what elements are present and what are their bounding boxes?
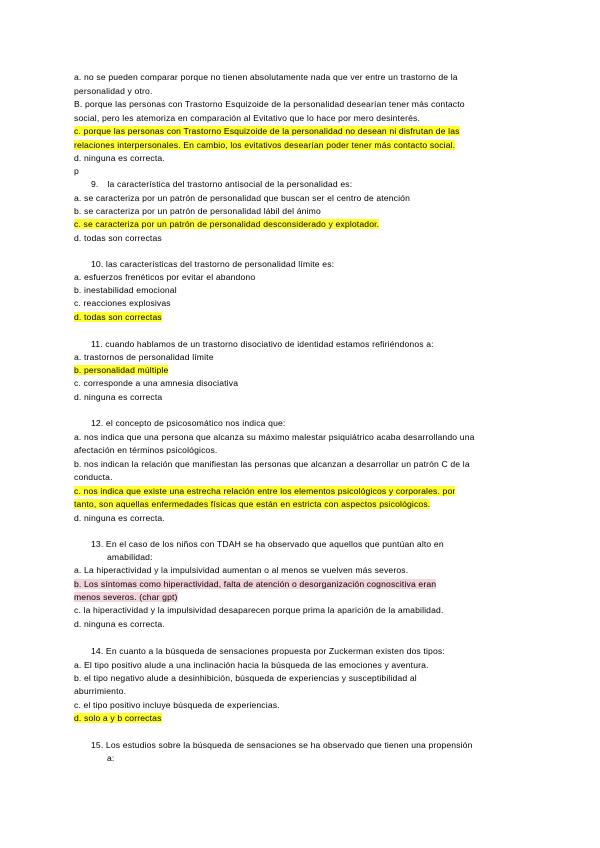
q9-option-c-highlighted: c. se caracteriza por un patrón de personalidad desconsiderado y explotador. (74, 219, 380, 229)
option-d: d. ninguna es correcta. (74, 153, 165, 163)
option-b-line1: B. porque las personas con Trastorno Esquizoide de la personalidad desearían tener más contacto (74, 99, 465, 109)
q13-option-c: c. la hiperactividad y la impulsividad desaparecen porque prima la aparición de la amabilidad. (74, 605, 444, 615)
q9-option-d: d. todas son correctas (74, 233, 162, 243)
q9-option-b: b. se caracteriza por un patrón de personalidad lábil del ánimo (74, 206, 321, 216)
q11-option-b-highlighted: b. personalidad múltiple (74, 365, 169, 375)
q12-option-c-line2-highlighted: tanto, son aquellas enfermedades físicas que están en estricta con aspectos psicológicos. (74, 499, 431, 509)
q12-option-b-line2: conducta. (74, 472, 113, 482)
q11-option-c: c. corresponde a una amnesia disociativa (74, 378, 239, 388)
option-a-line1: a. no se pueden comparar porque no tienen absolutamente nada que ver entre un trastorno de la (74, 72, 458, 82)
q11-option-d: d. ninguna es correcta (74, 392, 163, 402)
question-13-title-line1: 13. En el caso de los niños con TDAH se ha observado que aquellos que puntúan alto en (91, 539, 444, 549)
option-c-line2-highlighted: relaciones interpersonales. En cambio, los evitativos desearían poder tener más contacto social. (74, 140, 456, 150)
q9-option-a: a. se caracteriza por un patrón de personalidad que buscan ser el centro de atención (74, 193, 411, 203)
question-12-title: 12. el concepto de psicosomático nos indica que: (91, 418, 286, 428)
q10-option-a: a. esfuerzos frenéticos por evitar el abandono (74, 272, 256, 282)
q13-option-a: a. La hiperactividad y la impulsividad aumentan o al menos se vuelven más severos. (74, 565, 409, 575)
q13-option-b-line1-highlighted: b. Los síntomas como hiperactividad, falta de atención o desorganización cognoscitiva eran (74, 579, 437, 589)
q10-option-d-highlighted: d. todas son correctas (74, 312, 162, 322)
q11-option-a: a. trastornos de personalidad límite (74, 352, 214, 362)
q14-option-b-line1: b. el tipo negativo alude a desinhibición, búsqueda de experiencias y susceptibilidad al (74, 673, 417, 683)
q12-option-d: d. ninguna es correcta. (74, 513, 165, 523)
q14-option-a: a. El tipo positivo alude a una inclinación hacia la búsqueda de las emociones y aventura. (74, 660, 429, 670)
option-c-line1-highlighted: c. porque las personas con Trastorno Esquizoide de la personalidad no desean ni disfrutan de las (74, 126, 460, 136)
q13-option-d: d. ninguna es correcta. (74, 619, 165, 629)
question-11-title: 11. cuando hablamos de un trastorno disociativo de identidad estamos refiriéndonos a: (91, 339, 434, 349)
question-13-title-line2: amabilidad: (107, 552, 153, 562)
question-15-title-line1: 15. Los estudios sobre la búsqueda de sensaciones se ha observado que tienen una propensión (91, 740, 473, 750)
stray-letter: p (74, 166, 79, 176)
q14-option-b-line2: aburrimiento. (74, 686, 127, 696)
q12-option-b-line1: b. nos indican la relación que manifiestan las personas que alcanzan a desarrollar un patrón C de la (74, 459, 470, 469)
q14-option-c: c. el tipo positivo incluye búsqueda de experiencias. (74, 700, 280, 710)
q13-option-b-line2-highlighted: menos severos. (char gpt) (74, 592, 178, 602)
q12-option-c-line1-highlighted: c. nos indica que existe una estrecha relación entre los elementos psicológicos y corporales. por (74, 486, 456, 496)
q10-option-c: c. reacciones explosivas (74, 298, 171, 308)
option-b-line2: social, pero les atemoriza en comparación al Evitativo que lo hace por mero desinterés. (74, 113, 420, 123)
question-9-title: 9. la característica del trastorno antisocial de la personalidad es: (91, 179, 353, 189)
question-10-title: 10. las características del trastorno de personalidad límite es: (91, 259, 335, 269)
q14-option-d-highlighted: d. solo a y b correctas (74, 713, 162, 723)
option-a-line2: personalidad y otro. (74, 86, 153, 96)
q10-option-b: b. inestabilidad emocional (74, 285, 177, 295)
question-15-title-line2: a: (107, 753, 115, 763)
question-14-title: 14. En cuanto a la búsqueda de sensaciones propuesta por Zuckerman existen dos tipos: (91, 646, 445, 656)
q12-option-a-line2: afectación en términos psicológicos. (74, 445, 218, 455)
q12-option-a-line1: a. nos indica que una persona que alcanza su máximo malestar psiquiátrico acaba desarrollando una (74, 432, 475, 442)
